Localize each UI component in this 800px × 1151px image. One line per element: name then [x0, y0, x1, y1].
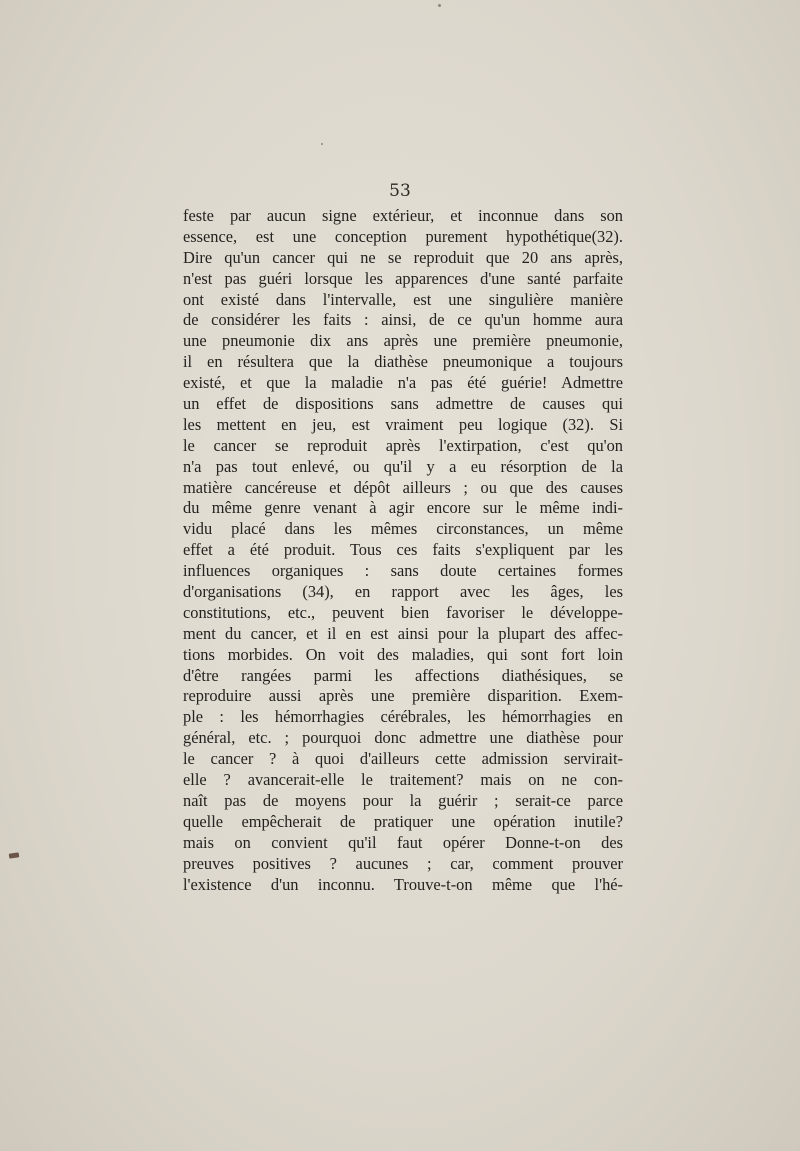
text-line: quelle empêcherait de pratiquer une opération inutile? — [183, 811, 623, 831]
text-line: d'organisations (34), en rapport avec les âges, les — [183, 582, 623, 602]
text-line: existé, et que la maladie n'a pas été guérie! Admettre — [183, 373, 623, 393]
paper-speck — [438, 4, 441, 7]
text-line: le cancer ? à quoi d'ailleurs cette admission servirait- — [183, 749, 623, 769]
text-line: du même genre venant à agir encore sur le même indi- — [183, 498, 623, 518]
text-line: effet a été produit. Tous ces faits s'expliquent par les — [183, 540, 623, 560]
text-line: reproduire aussi après une première disparition. Exem- — [183, 686, 623, 706]
paper-speck — [321, 143, 323, 145]
text-line: ple : les hémorrhagies cérébrales, les hémorrhagies en — [183, 707, 623, 727]
text-line: influences organiques : sans doute certaines formes — [183, 561, 623, 581]
text-line: une pneumonie dix ans après une première pneumonie, — [183, 331, 623, 351]
text-line: vidu placé dans les mêmes circonstances, un même — [183, 519, 623, 539]
text-line: Dire qu'un cancer qui ne se reproduit que 20 ans après, — [183, 247, 623, 267]
margin-ink-mark — [9, 852, 20, 858]
text-line: preuves positives ? aucunes ; car, comment prouver — [183, 853, 623, 873]
text-line: général, etc. ; pourquoi donc admettre une diathèse pour — [183, 728, 623, 748]
text-line: naît pas de moyens pour la guérir ; serait-ce parce — [183, 790, 623, 810]
page-number: 53 — [389, 181, 411, 201]
text-line: d'être rangées parmi les affections diathésiques, se — [183, 665, 623, 685]
body-text — [183, 206, 623, 895]
text-line: tions morbides. On voit des maladies, qui sont fort loin — [183, 644, 623, 664]
text-line: un effet de dispositions sans admettre de causes qui — [183, 394, 623, 414]
text-line: elle ? avancerait-elle le traitement? mais on ne con- — [183, 770, 623, 790]
text-line: mais on convient qu'il faut opérer Donne-t-on des — [183, 832, 623, 852]
text-line: l'existence d'un inconnu. Trouve-t-on même que l'hé- — [183, 874, 623, 894]
text-line: n'a pas tout enlevé, ou qu'il y a eu résorption de la — [183, 456, 623, 476]
text-line: le cancer se reproduit après l'extirpation, c'est qu'on — [183, 435, 623, 455]
text-line: constitutions, etc., peuvent bien favoriser le développe- — [183, 602, 623, 622]
text-line: les mettent en jeu, est vraiment peu logique (32). Si — [183, 414, 623, 434]
text-line: matière cancéreuse et dépôt ailleurs ; ou que des causes — [183, 477, 623, 497]
text-line: ont existé dans l'intervalle, est une singulière manière — [183, 289, 623, 309]
text-line: n'est pas guéri lorsque les apparences d'une santé parfaite — [183, 268, 623, 288]
text-line: de considérer les faits : ainsi, de ce qu'un homme aura — [183, 310, 623, 330]
text-line: il en résultera que la diathèse pneumonique a toujours — [183, 352, 623, 372]
text-line: ment du cancer, et il en est ainsi pour la plupart des affec- — [183, 623, 623, 643]
text-line: essence, est une conception purement hypothétique(32). — [183, 226, 623, 246]
text-line: feste par aucun signe extérieur, et inconnue dans son — [183, 206, 623, 225]
